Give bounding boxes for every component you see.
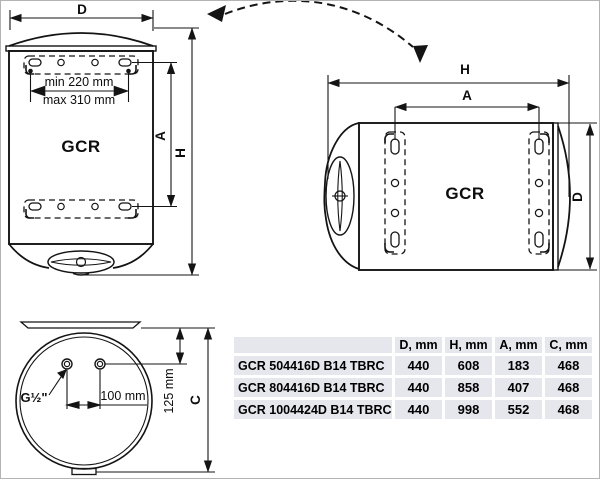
mount-slot — [119, 203, 131, 210]
dim-d-label: D — [77, 2, 87, 17]
dim-c-label: C — [188, 395, 203, 405]
side-product-label: GCR — [445, 184, 485, 203]
mount-slot — [119, 59, 131, 66]
side-dim-d-label: D — [570, 192, 585, 202]
table-header-d: D, mm — [395, 337, 442, 353]
bracket-spacing-dim — [31, 71, 129, 107]
dim-h-label: H — [173, 148, 188, 158]
table-cell-c: 468 — [545, 356, 592, 375]
dim-a-label: A — [153, 131, 168, 141]
table-cell-a: 183 — [495, 356, 542, 375]
mount-hole — [58, 203, 64, 209]
side-right-bracket — [529, 132, 549, 254]
table-row-model: GCR 804416D B14 TBRC — [234, 378, 392, 397]
table-cell-h: 858 — [445, 378, 492, 397]
table-cell-d: 440 — [395, 356, 442, 375]
rotation-arrowhead-left — [207, 5, 226, 22]
side-right-dome — [558, 126, 570, 267]
pipe-connection — [62, 359, 72, 369]
front-view — [6, 2, 199, 275]
side-view — [324, 62, 597, 270]
mount-hole — [535, 179, 542, 186]
drain-plate — [48, 251, 114, 273]
mount-hole — [92, 203, 98, 209]
bracket-min-label: min 220 mm — [44, 75, 114, 89]
front-product-label: GCR — [61, 137, 101, 156]
mount-hole — [92, 59, 98, 65]
rotation-arrow — [207, 1, 428, 63]
pipe-spacing-dim — [67, 370, 147, 409]
table-row-model: GCR 504416D B14 TBRC — [234, 356, 392, 375]
side-left-bracket — [385, 132, 405, 254]
bottom-view — [16, 322, 215, 475]
table-cell-a: 552 — [495, 400, 542, 419]
spec-table — [234, 337, 592, 419]
bracket-max-label: max 310 mm — [42, 93, 116, 107]
table-cell-d: 440 — [395, 400, 442, 419]
mount-hole — [391, 179, 398, 186]
front-lower-bracket — [24, 200, 138, 218]
side-dim-a-label: A — [462, 88, 472, 103]
pipe-spacing-label: 100 mm — [100, 389, 146, 403]
table-header-c: C, mm — [545, 337, 592, 353]
table-header-model — [234, 337, 392, 353]
table-cell-c: 468 — [545, 378, 592, 397]
leader-arrowhead — [58, 370, 66, 378]
mount-hole — [535, 209, 542, 216]
table-row-model: GCR 1004424D B14 TBRC — [234, 400, 392, 419]
side-left-cap — [324, 123, 359, 269]
rotation-arrowhead-right — [413, 45, 428, 63]
mount-slot — [391, 139, 399, 154]
mount-slot — [29, 203, 41, 210]
table-cell-c: 468 — [545, 400, 592, 419]
pipe-offset-label: 125 mm — [162, 368, 176, 414]
table-header-a: A, mm — [495, 337, 542, 353]
table-header-h: H, mm — [445, 337, 492, 353]
mount-slot — [391, 232, 399, 247]
drain-valve — [51, 259, 111, 266]
mount-slot — [535, 139, 543, 154]
side-dim-h-label: H — [460, 62, 470, 77]
table-cell-h: 998 — [445, 400, 492, 419]
mount-hole — [391, 209, 398, 216]
front-dome — [9, 33, 153, 46]
front-bottom-cone — [9, 244, 153, 275]
mount-slot — [29, 59, 41, 66]
mount-hole — [58, 59, 64, 65]
pipe-connection — [95, 359, 105, 369]
table-cell-d: 440 — [395, 378, 442, 397]
thread-label: G½" — [20, 390, 48, 405]
mount-slot — [535, 232, 543, 247]
wall-plate — [21, 322, 140, 328]
table-cell-a: 407 — [495, 378, 542, 397]
table-cell-h: 608 — [445, 356, 492, 375]
front-upper-bracket — [24, 56, 138, 74]
front-dim-a — [132, 63, 177, 207]
